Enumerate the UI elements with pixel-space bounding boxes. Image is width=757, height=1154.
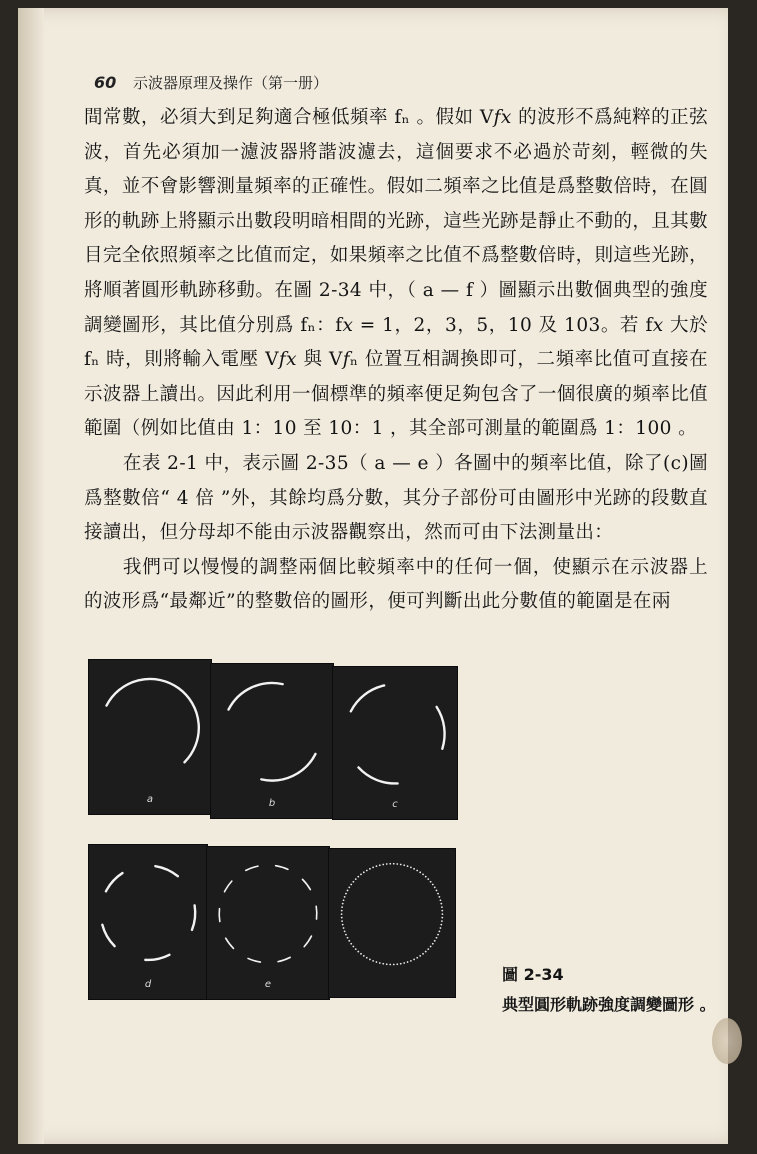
trace-segment xyxy=(102,925,114,946)
trace-dot xyxy=(425,951,427,953)
trace-dot xyxy=(440,927,442,929)
trace-dot xyxy=(436,937,438,939)
trace-dot xyxy=(372,866,374,868)
trace-dot xyxy=(341,913,343,915)
trace-dot xyxy=(427,878,429,880)
figure-panel-b xyxy=(210,663,334,819)
panel-label: e xyxy=(264,979,272,990)
trace-dot xyxy=(400,864,402,866)
trace-svg xyxy=(89,660,211,814)
trace-dot xyxy=(341,920,343,922)
trace-dot xyxy=(360,953,362,955)
trace-dot xyxy=(432,943,434,945)
figure-panel-a xyxy=(88,659,212,815)
trace-segment xyxy=(106,873,123,891)
trace-svg xyxy=(211,664,333,818)
trace-dot xyxy=(437,934,439,936)
trace-dot xyxy=(360,874,362,876)
trace-dot xyxy=(393,964,395,966)
trace-dot xyxy=(389,863,391,865)
trace-dot xyxy=(348,887,350,889)
trace-svg xyxy=(329,849,455,997)
trace-dot xyxy=(366,870,368,872)
trace-dot xyxy=(341,906,343,908)
trace-segment xyxy=(107,679,199,762)
trace-dot xyxy=(352,881,354,883)
trace-dot xyxy=(441,920,443,922)
page-stain xyxy=(712,1018,742,1064)
trace-dot xyxy=(430,881,432,883)
trace-dot xyxy=(410,960,412,962)
trace-segment xyxy=(145,955,169,960)
trace-dot xyxy=(350,884,352,886)
trace-dot xyxy=(379,962,381,964)
panel-label: b xyxy=(268,798,276,809)
trace-dot xyxy=(396,963,398,965)
trace-svg xyxy=(89,845,207,999)
trace-dot xyxy=(441,917,443,919)
trace-segment xyxy=(437,707,445,749)
paragraph-1: 間常數，必須大到足夠適合極低頻率 fₙ 。假如 V𝑓𝑥 的波形不爲純粹的正弦波，首先必須加一濾波器將諧波濾去，這個要求不必過於苛刻，輕微的失真，並不會影響測量頻率的正確性。假如二頻率之比值是爲整數倍時，在圓形的軌跡上將顯示出數段明暗相間的光跡，這些光跡是靜止不動的，且其數目完全依照頻率之比值而定，如果頻率之比值不爲整數倍時，則這些光跡，將順著圓形軌跡移動。在圖 2-34 中，（ a — f ）圖顯示出數個典型的強度調變圖形，其比值分別爲 fₙ：f𝑥 = 1，2，3，5，10 及 103。若 f𝑥 大於 fₙ 時，則將輸入電壓 V𝑓𝑥 與 V𝑓ₙ 位置互相調換即可，二頻率比值可直接在示波器上讀出。因此利用一個標準的頻率便足夠包含了一個很廣的頻率比值範圍（例如比值由 1：10 至 10：1 ，其全部可測量的範圍爲 1：100 。 xyxy=(84,107,708,440)
trace-dot xyxy=(440,899,442,901)
trace-dot xyxy=(434,887,436,889)
trace-segment xyxy=(248,958,260,962)
trace-segment xyxy=(246,866,258,870)
trace-dot xyxy=(345,934,347,936)
trace-dot xyxy=(343,927,345,929)
trace-dot xyxy=(341,910,343,912)
trace-dot xyxy=(355,948,357,950)
figure-panel-d xyxy=(88,844,208,1000)
trace-dot xyxy=(407,865,409,867)
trace-dot xyxy=(419,871,421,873)
trace-dot xyxy=(422,953,424,955)
trace-dot xyxy=(422,874,424,876)
trace-dot xyxy=(432,884,434,886)
book-page xyxy=(18,8,728,1144)
trace-dot xyxy=(343,899,345,901)
trace-dot xyxy=(440,924,442,926)
trace-dot xyxy=(413,868,415,870)
trace-dot xyxy=(379,864,381,866)
trace-dot xyxy=(389,964,391,966)
trace-dot xyxy=(350,943,352,945)
trace-dot xyxy=(382,963,384,965)
book-title: 示波器原理及操作（第一册） xyxy=(133,74,329,92)
panel-label: a xyxy=(146,794,154,805)
trace-dot xyxy=(436,890,438,892)
figure-caption xyxy=(502,960,716,1020)
trace-dot xyxy=(413,959,415,961)
trace-dot xyxy=(369,868,371,870)
trace-segment xyxy=(304,936,311,947)
trace-dot xyxy=(403,962,405,964)
trace-dot xyxy=(438,896,440,898)
trace-dot xyxy=(396,863,398,865)
trace-dot xyxy=(347,890,349,892)
page-number: 60 xyxy=(94,73,117,92)
trace-dot xyxy=(382,864,384,866)
trace-dot xyxy=(427,948,429,950)
trace-svg xyxy=(207,847,329,999)
trace-dot xyxy=(407,961,409,963)
trace-segment xyxy=(276,866,288,870)
trace-dot xyxy=(376,865,378,867)
trace-dot xyxy=(416,957,418,959)
trace-segment xyxy=(316,906,317,919)
trace-svg xyxy=(333,667,457,819)
trace-segment xyxy=(225,881,232,892)
trace-dot xyxy=(393,863,395,865)
trace-dot xyxy=(352,946,354,948)
trace-dot xyxy=(344,930,346,932)
trace-segment xyxy=(351,685,384,711)
trace-dot xyxy=(357,876,359,878)
trace-dot xyxy=(345,893,347,895)
trace-segment xyxy=(278,957,290,961)
trace-segment xyxy=(155,866,177,876)
trace-segment xyxy=(219,909,220,922)
page-gutter xyxy=(18,8,44,1144)
trace-dot xyxy=(441,906,443,908)
trace-dot xyxy=(363,871,365,873)
body-text xyxy=(84,101,708,620)
trace-segment xyxy=(261,754,315,781)
figure-panel-f xyxy=(328,848,456,998)
panel-label: d xyxy=(144,979,152,990)
trace-dot xyxy=(386,963,388,965)
trace-segment xyxy=(229,683,283,710)
trace-dot xyxy=(347,937,349,939)
trace-dot xyxy=(403,864,405,866)
trace-dot xyxy=(386,863,388,865)
trace-segment xyxy=(358,767,397,783)
trace-dot xyxy=(437,893,439,895)
trace-dot xyxy=(344,896,346,898)
trace-dot xyxy=(419,955,421,957)
trace-dot xyxy=(438,930,440,932)
trace-dot xyxy=(442,913,444,915)
trace-dot xyxy=(441,910,443,912)
trace-dot xyxy=(355,878,357,880)
trace-dot xyxy=(425,876,427,878)
trace-dot xyxy=(341,917,343,919)
trace-dot xyxy=(416,870,418,872)
trace-segment xyxy=(303,879,311,889)
trace-segment xyxy=(192,905,195,929)
trace-dot xyxy=(342,924,344,926)
trace-dot xyxy=(434,940,436,942)
trace-dot xyxy=(357,951,359,953)
trace-dot xyxy=(348,940,350,942)
paragraph-2: 在表 2-1 中，表示圖 2-35（ a — e ）各圖中的頻率比值，除了(c)圖爲整數倍“ 4 倍 ”外，其餘均爲分數，其分子部份可由圖形中光跡的段數直接讀出，但分母却不能由示波器觀察出，然而可由下法測量出： xyxy=(84,452,708,544)
trace-dot xyxy=(366,957,368,959)
trace-dot xyxy=(372,960,374,962)
trace-dot xyxy=(440,903,442,905)
trace-dot xyxy=(400,963,402,965)
trace-dot xyxy=(430,946,432,948)
trace-segment xyxy=(226,938,234,948)
trace-dot xyxy=(376,961,378,963)
trace-dot xyxy=(342,903,344,905)
trace-dot xyxy=(369,959,371,961)
panel-label: c xyxy=(392,799,398,810)
figure-panel-c xyxy=(332,666,458,820)
paragraph-3: 我們可以慢慢的調整兩個比較頻率中的任何一個，使顯示在示波器上的波形爲“最鄰近”的整數倍的圖形，便可判斷出此分數值的範圍是在兩 xyxy=(84,556,708,613)
running-head xyxy=(94,72,328,93)
figure-caption-text: 典型圓形軌跡強度調變圖形 。 xyxy=(502,995,716,1014)
trace-dot xyxy=(410,866,412,868)
trace-dot xyxy=(363,955,365,957)
figure-panel-e xyxy=(206,846,330,1000)
figure-number: 圖 2-34 xyxy=(502,965,564,984)
